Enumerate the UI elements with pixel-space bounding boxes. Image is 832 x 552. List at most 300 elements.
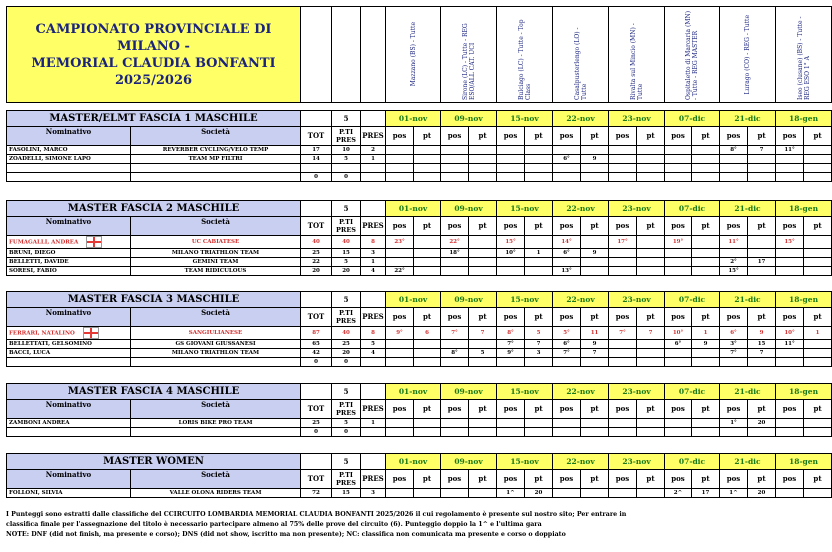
race-position (665, 155, 692, 164)
race-points (525, 258, 553, 267)
race-position (497, 164, 525, 173)
rider-name (7, 236, 131, 249)
race-position (720, 249, 748, 258)
race-position: 15° (720, 267, 748, 276)
rider-name-text: FERRARI, NATALINO (9, 330, 75, 337)
race-position (609, 267, 637, 276)
race-position (665, 173, 692, 182)
race-points: 9 (692, 340, 720, 349)
table-row (7, 419, 832, 428)
race-points: 1 (525, 249, 553, 258)
col-pos: pos (665, 217, 692, 236)
race-position (609, 489, 637, 498)
col-pt: pt (525, 127, 553, 146)
race-points (637, 489, 665, 498)
blank (301, 201, 332, 217)
race-date: 09-nov (441, 201, 497, 217)
race-position (553, 419, 581, 428)
total-points: 17 (301, 146, 332, 155)
col-pos: pos (386, 470, 414, 489)
race-position: 23° (386, 236, 414, 249)
race-date: 21-dic (720, 292, 776, 308)
race-position: 15° (776, 236, 804, 249)
race-date: 01-nov (386, 201, 441, 217)
team-name (131, 428, 301, 437)
total-points: 25 (301, 419, 332, 428)
race-points: 20 (525, 489, 553, 498)
presence-points: 10 (332, 146, 361, 155)
race-points (748, 155, 776, 164)
race-position: 2° (720, 258, 748, 267)
blank (361, 454, 386, 470)
race-points (748, 164, 776, 173)
race-position: 8° (720, 146, 748, 155)
rider-name-text: BRUNI, DIEGO (9, 250, 56, 256)
race-points (748, 267, 776, 276)
blank-ptipres (332, 7, 361, 103)
col-pos: pos (720, 217, 748, 236)
race-points: 9 (748, 327, 776, 340)
race-points (414, 419, 441, 428)
race-position (441, 173, 469, 182)
presence-points (332, 164, 361, 173)
race-points (637, 258, 665, 267)
race-position: 5° (553, 327, 581, 340)
col-ptipres: P.TI PRES (332, 127, 361, 146)
race-position (497, 419, 525, 428)
race-date: 21-dic (720, 454, 776, 470)
race-points (637, 428, 665, 437)
team-name: LORIS BIKE PRO TEAM (131, 419, 301, 428)
col-pres: PRES (361, 217, 386, 236)
race-points (525, 358, 553, 367)
presences: 5 (361, 340, 386, 349)
presences: 1 (361, 258, 386, 267)
race-position (386, 258, 414, 267)
total-points: 65 (301, 340, 332, 349)
race-points: 9 (581, 155, 609, 164)
footer-line-2: classifica finale per l'assegnazione del titolo è necessario partecipare almeno al 75% delle prove del circuito (6). Punteggio doppio la 1^ e l'ultima gara (6, 521, 542, 528)
race-points (637, 267, 665, 276)
presences: 3 (361, 489, 386, 498)
race-points (414, 489, 441, 498)
race-points (414, 340, 441, 349)
col-pres: PRES (361, 127, 386, 146)
race-position (497, 173, 525, 182)
race-date: 07-dic (665, 454, 720, 470)
race-date: 15-nov (497, 384, 553, 400)
race-points: 7 (581, 349, 609, 358)
race-date: 18-gen (776, 454, 832, 470)
race-points (469, 164, 497, 173)
race-position: 1^ (497, 489, 525, 498)
rider-name (7, 267, 131, 276)
race-date: 23-nov (609, 384, 665, 400)
race-points: 7 (469, 327, 497, 340)
race-points: 9 (581, 340, 609, 349)
race-points (804, 258, 832, 267)
col-pos: pos (665, 400, 692, 419)
race-position (441, 155, 469, 164)
race-points (581, 428, 609, 437)
race-points (804, 340, 832, 349)
col-pt: pt (804, 400, 832, 419)
header-table (6, 6, 832, 103)
race-points (692, 249, 720, 258)
race-points: 11 (581, 327, 609, 340)
col-pt: pt (581, 400, 609, 419)
rider-name-text: BACCI, LUCA (9, 350, 51, 356)
race-points (525, 173, 553, 182)
race-position (776, 358, 804, 367)
blank (361, 384, 386, 400)
race-points (414, 236, 441, 249)
total-points (301, 164, 332, 173)
italy-cross-flag-icon (83, 327, 99, 339)
race-name-1 (386, 7, 441, 103)
section-table (6, 291, 832, 367)
col-pos: pos (553, 127, 581, 146)
col-pt: pt (804, 217, 832, 236)
race-position (665, 358, 692, 367)
race-points: 7 (748, 349, 776, 358)
race-points (637, 349, 665, 358)
col-pos: pos (553, 308, 581, 327)
race-date: 22-nov (553, 454, 609, 470)
race-points (525, 146, 553, 155)
col-tot: TOT (301, 308, 332, 327)
presence-points: 15 (332, 249, 361, 258)
team-name: TEAM MP FILTRI (131, 155, 301, 164)
race-name-7 (720, 7, 776, 103)
section-table (6, 453, 832, 498)
race-name-8 (776, 7, 832, 103)
col-pos: pos (665, 470, 692, 489)
col-pos: pos (720, 400, 748, 419)
race-position (553, 164, 581, 173)
section-title: MASTER FASCIA 3 MASCHILE (7, 292, 301, 308)
race-position: 7° (609, 327, 637, 340)
race-position (609, 164, 637, 173)
race-position: 8° (441, 349, 469, 358)
race-points (525, 155, 553, 164)
race-points (469, 267, 497, 276)
race-position (386, 146, 414, 155)
race-points: 5 (525, 327, 553, 340)
race-name-text: Iseo (clusane) (BS) - Tutte - REG ESO 1° A (796, 15, 811, 100)
race-points (692, 358, 720, 367)
race-points (469, 419, 497, 428)
race-date: 22-nov (553, 111, 609, 127)
race-points (804, 146, 832, 155)
race-points (637, 236, 665, 249)
blank (361, 292, 386, 308)
col-pt: pt (525, 470, 553, 489)
race-date: 18-gen (776, 292, 832, 308)
race-position (665, 267, 692, 276)
race-position (441, 489, 469, 498)
race-position (441, 428, 469, 437)
table-row (7, 249, 832, 258)
race-points: 9 (581, 249, 609, 258)
table-row (7, 164, 832, 173)
race-position (441, 267, 469, 276)
team-name: VALLE OLONA RIDERS TEAM (131, 489, 301, 498)
race-position (441, 258, 469, 267)
race-points (469, 258, 497, 267)
rider-name (7, 173, 131, 182)
race-name-text: Lurago (CO) - REG - Tutte (744, 14, 751, 95)
race-position (441, 340, 469, 349)
race-points (581, 146, 609, 155)
race-position (776, 155, 804, 164)
rider-name (7, 249, 131, 258)
blank-tot (301, 7, 332, 103)
race-position (386, 489, 414, 498)
race-position (665, 146, 692, 155)
col-pt: pt (804, 308, 832, 327)
total-points: 40 (301, 236, 332, 249)
race-points (804, 155, 832, 164)
col-pos: pos (441, 470, 469, 489)
race-points (692, 236, 720, 249)
race-points (581, 236, 609, 249)
presence-points: 25 (332, 340, 361, 349)
presences: 8 (361, 236, 386, 249)
rider-name (7, 340, 131, 349)
col-pt: pt (804, 127, 832, 146)
race-position (497, 258, 525, 267)
race-points (692, 155, 720, 164)
race-points (414, 155, 441, 164)
race-position (609, 258, 637, 267)
col-pos: pos (720, 127, 748, 146)
race-position (553, 173, 581, 182)
section-table (6, 110, 832, 182)
team-name: TEAM RIDICULOUS (131, 267, 301, 276)
section-title: MASTER WOMEN (7, 454, 301, 470)
race-position (386, 249, 414, 258)
total-points: 14 (301, 155, 332, 164)
race-name-text: Mazzano (BS) - Tutte (409, 22, 417, 87)
table-row (7, 267, 832, 276)
race-position (776, 489, 804, 498)
race-name-2 (441, 7, 497, 103)
col-pt: pt (469, 308, 497, 327)
race-position: 10° (776, 327, 804, 340)
rider-name (7, 258, 131, 267)
race-points (692, 428, 720, 437)
table-row (7, 340, 832, 349)
col-pos: pos (609, 217, 637, 236)
total-points: 0 (301, 358, 332, 367)
col-pos: pos (776, 217, 804, 236)
col-pos: pos (497, 308, 525, 327)
race-position (776, 164, 804, 173)
blank-pres (361, 7, 386, 103)
race-points (804, 267, 832, 276)
race-position: 15° (497, 236, 525, 249)
presences: 1 (361, 155, 386, 164)
col-tot: TOT (301, 217, 332, 236)
col-nominativo: Nominativo (7, 470, 131, 489)
race-position (776, 267, 804, 276)
rider-name-text: FUMAGALLI, ANDREA (9, 239, 79, 246)
race-date: 21-dic (720, 111, 776, 127)
table-row (7, 258, 832, 267)
race-position (553, 428, 581, 437)
race-position: 13° (553, 267, 581, 276)
race-position (497, 155, 525, 164)
race-points (525, 164, 553, 173)
race-points (469, 236, 497, 249)
col-pos: pos (386, 217, 414, 236)
rider-name (7, 419, 131, 428)
race-points (414, 267, 441, 276)
race-points: 20 (748, 489, 776, 498)
max-pres: 5 (332, 201, 361, 217)
col-ptipres: P.TI PRES (332, 470, 361, 489)
team-name (131, 173, 301, 182)
race-date: 07-dic (665, 111, 720, 127)
race-position: 7° (441, 327, 469, 340)
col-nominativo: Nominativo (7, 217, 131, 236)
table-row (7, 173, 832, 182)
race-position: 6° (720, 327, 748, 340)
race-points (692, 267, 720, 276)
rider-name-text: ZAMBONI ANDREA (9, 420, 70, 426)
race-position: 8° (497, 327, 525, 340)
col-pos: pos (720, 308, 748, 327)
race-points: 17 (692, 489, 720, 498)
col-pos: pos (776, 400, 804, 419)
race-points (581, 489, 609, 498)
col-pt: pt (692, 127, 720, 146)
race-points (692, 146, 720, 155)
race-position (497, 267, 525, 276)
col-societa: Società (131, 470, 301, 489)
presence-points: 0 (332, 173, 361, 182)
col-nominativo: Nominativo (7, 127, 131, 146)
blank (361, 111, 386, 127)
race-points (469, 173, 497, 182)
race-position: 9° (386, 327, 414, 340)
race-points (469, 155, 497, 164)
col-pt: pt (692, 308, 720, 327)
race-points (414, 349, 441, 358)
presence-points: 5 (332, 419, 361, 428)
col-pos: pos (386, 127, 414, 146)
table-row (7, 428, 832, 437)
col-societa: Società (131, 127, 301, 146)
col-ptipres: P.TI PRES (332, 400, 361, 419)
race-name-6 (665, 7, 720, 103)
col-pt: pt (748, 400, 776, 419)
table-row (7, 155, 832, 164)
race-points: 5 (469, 349, 497, 358)
race-position (386, 340, 414, 349)
race-points: 7 (748, 146, 776, 155)
col-pt: pt (414, 217, 441, 236)
race-date: 23-nov (609, 111, 665, 127)
team-name (131, 358, 301, 367)
race-points (525, 428, 553, 437)
race-position: 7° (553, 349, 581, 358)
col-societa: Società (131, 308, 301, 327)
col-pt: pt (414, 127, 441, 146)
col-ptipres: P.TI PRES (332, 308, 361, 327)
race-position (497, 358, 525, 367)
race-date: 15-nov (497, 292, 553, 308)
col-pt: pt (581, 308, 609, 327)
race-position (386, 155, 414, 164)
race-position (441, 419, 469, 428)
col-pos: pos (776, 470, 804, 489)
race-name-text: Ospitaletto di Marcaria (MN) - Tutte - REG MASTER (685, 10, 699, 100)
race-points (414, 249, 441, 258)
race-points (637, 249, 665, 258)
race-points (804, 349, 832, 358)
col-pt: pt (414, 400, 441, 419)
race-date: 21-dic (720, 201, 776, 217)
rider-name (7, 349, 131, 358)
race-points (581, 419, 609, 428)
race-points (748, 249, 776, 258)
race-position: 17° (609, 236, 637, 249)
col-societa: Società (131, 400, 301, 419)
footer-notes (6, 510, 752, 540)
race-position (386, 419, 414, 428)
col-nominativo: Nominativo (7, 308, 131, 327)
race-points (469, 146, 497, 155)
team-name: GS GIOVANI GIUSSANESI (131, 340, 301, 349)
col-pres: PRES (361, 470, 386, 489)
race-points (581, 267, 609, 276)
race-position (386, 173, 414, 182)
col-tot: TOT (301, 470, 332, 489)
race-position (720, 173, 748, 182)
race-position (776, 419, 804, 428)
race-points: 1 (692, 327, 720, 340)
race-points (414, 358, 441, 367)
table-row (7, 236, 832, 249)
race-position (441, 146, 469, 155)
race-position: 7° (497, 340, 525, 349)
race-position (665, 249, 692, 258)
col-pos: pos (553, 217, 581, 236)
italy-cross-flag-icon (86, 236, 102, 248)
race-points (414, 146, 441, 155)
race-points (414, 164, 441, 173)
race-points (692, 173, 720, 182)
race-points: 7 (637, 327, 665, 340)
race-date: 09-nov (441, 111, 497, 127)
presences (361, 164, 386, 173)
race-position (553, 358, 581, 367)
col-pos: pos (497, 127, 525, 146)
col-pos: pos (553, 400, 581, 419)
race-position (665, 164, 692, 173)
rider-name (7, 146, 131, 155)
race-date: 22-nov (553, 384, 609, 400)
col-pos: pos (497, 470, 525, 489)
col-pt: pt (581, 217, 609, 236)
total-points: 42 (301, 349, 332, 358)
race-position (386, 428, 414, 437)
rider-name (7, 489, 131, 498)
race-name-5 (609, 7, 665, 103)
rider-name (7, 428, 131, 437)
